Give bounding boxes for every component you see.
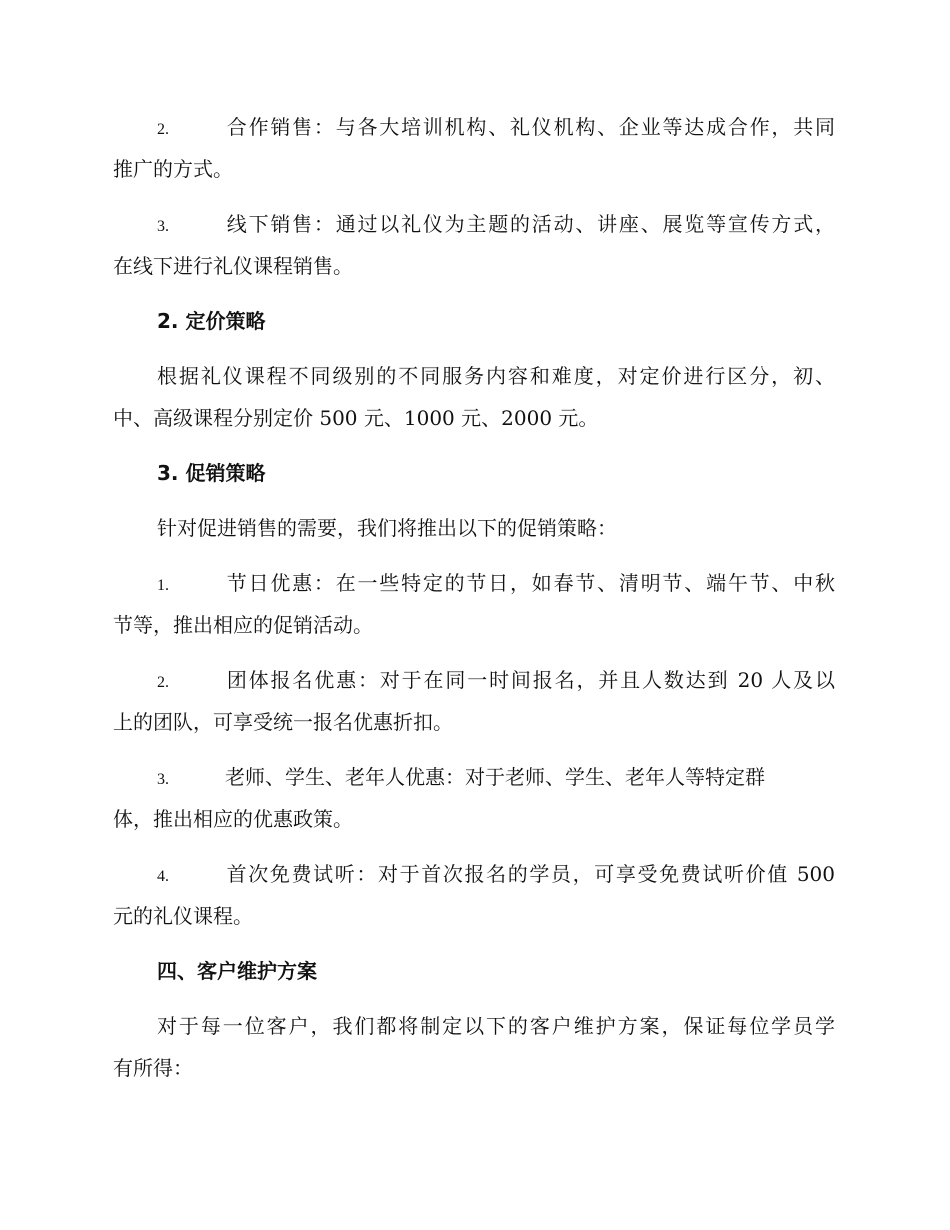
maintenance-heading: 四、客户维护方案	[157, 959, 317, 983]
list-item-line: 1. 节日优惠：在一些特定的节日，如春节、清明节、端午节、中秋	[113, 562, 835, 604]
pricing-heading: 2. 定价策略	[157, 309, 266, 333]
sales-item-3	[113, 203, 835, 287]
list-number: 1.	[157, 577, 169, 594]
list-number: 2.	[157, 674, 169, 691]
promotion-item-4	[113, 853, 835, 937]
list-item-line: 2. 团体报名优惠：对于在同一时间报名，并且人数达到 20 人及以	[113, 659, 835, 701]
maintenance-paragraph: 对于每一位客户，我们都将制定以下的客户维护方案，保证每位学员学 有所得：	[113, 1014, 835, 1080]
promotion-intro: 针对促进销售的需要，我们将推出以下的促销策略：	[157, 516, 617, 540]
list-item-line: 3. 老师、学生、老年人优惠：对于老师、学生、老年人等特定群	[113, 756, 835, 798]
list-item-line: 元的礼仪课程。	[113, 904, 253, 928]
list-item-line: 推广的方式。	[113, 157, 233, 181]
list-item-line: 体，推出相应的优惠政策。	[113, 807, 353, 831]
pricing-paragraph: 根据礼仪课程不同级别的不同服务内容和难度，对定价进行区分，初、 中、高级课程分别定价 500 元、1000 元、2000 元。	[113, 364, 835, 430]
sales-item-2	[113, 106, 835, 190]
promotion-item-2	[113, 659, 835, 743]
list-number: 4.	[157, 868, 169, 885]
list-item-line: 在线下进行礼仪课程销售。	[113, 254, 353, 278]
list-item-line: 2. 合作销售：与各大培训机构、礼仪机构、企业等达成合作，共同	[113, 106, 835, 148]
list-number: 3.	[157, 771, 169, 788]
promotion-heading: 3. 促销策略	[157, 461, 266, 485]
promotion-item-1	[113, 562, 835, 646]
list-item-line: 节等，推出相应的促销活动。	[113, 613, 373, 637]
promotion-item-3	[113, 756, 835, 840]
list-item-line: 上的团队，可享受统一报名优惠折扣。	[113, 710, 453, 734]
list-number: 3.	[157, 218, 169, 235]
list-number: 2.	[157, 121, 169, 138]
list-item-line: 3. 线下销售：通过以礼仪为主题的活动、讲座、展览等宣传方式，	[113, 203, 835, 245]
list-item-line: 4. 首次免费试听：对于首次报名的学员，可享受免费试听价值 500	[113, 853, 835, 895]
